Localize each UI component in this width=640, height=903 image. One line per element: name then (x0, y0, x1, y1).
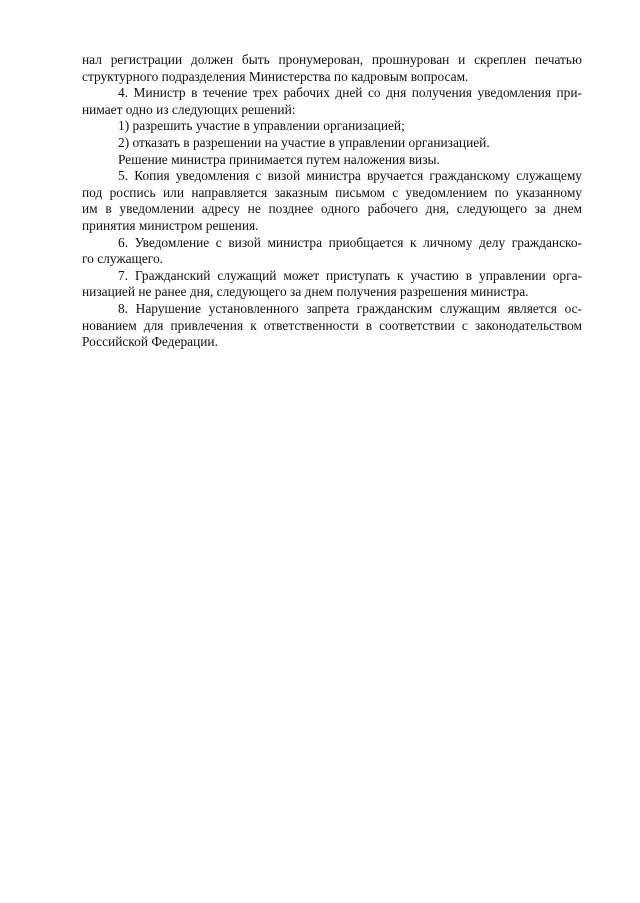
text-line: структурного подразделения Министерства по кадровым вопросам. (82, 68, 469, 84)
text-line: нал регистрации должен быть пронумерован, прошнурован и скреплен печатью (82, 52, 582, 67)
list-item-allow: 1) разрешить участие в управлении организацией; (118, 118, 405, 134)
paragraph-4-start: 4. Министр в течение трех рабочих дней со дня получения уведомления при- (118, 85, 582, 101)
list-item-refuse: 2) отказать в разрешении на участие в управлении организацией. (118, 134, 490, 150)
text-line: го служащего. (82, 251, 163, 267)
text-line: нимает одно из следующих решений: (82, 101, 296, 117)
paragraph-8-start: 8. Нарушение установленного запрета гражданским служащим является ос- (118, 300, 582, 316)
text-line: Российской Федерации. (82, 334, 218, 350)
paragraph-5-start: 5. Копия уведомления с визой министра вручается гражданскому служащему (118, 168, 582, 184)
text-line: низацией не ранее дня, следующего за днем получения разрешения министра. (82, 284, 529, 300)
paragraph-6-start: 6. Уведомление с визой министра приобщается к личному делу гражданско- (118, 234, 582, 250)
decision-note: Решение министра принимается путем наложения визы. (118, 151, 440, 167)
text-line: под роспись или направляется заказным письмом с уведомлением по указанному (82, 184, 582, 200)
text-line: принятия министром решения. (82, 217, 259, 233)
text-line: нованием для привлечения к ответственности в соответствии с законодательством (82, 317, 582, 333)
text-line: им в уведомлении адресу не позднее одного рабочего дня, следующего за днем (82, 201, 582, 217)
paragraph-7-start: 7. Гражданский служащий может приступать к участию в управлении орга- (118, 267, 582, 283)
document-page (82, 52, 582, 351)
